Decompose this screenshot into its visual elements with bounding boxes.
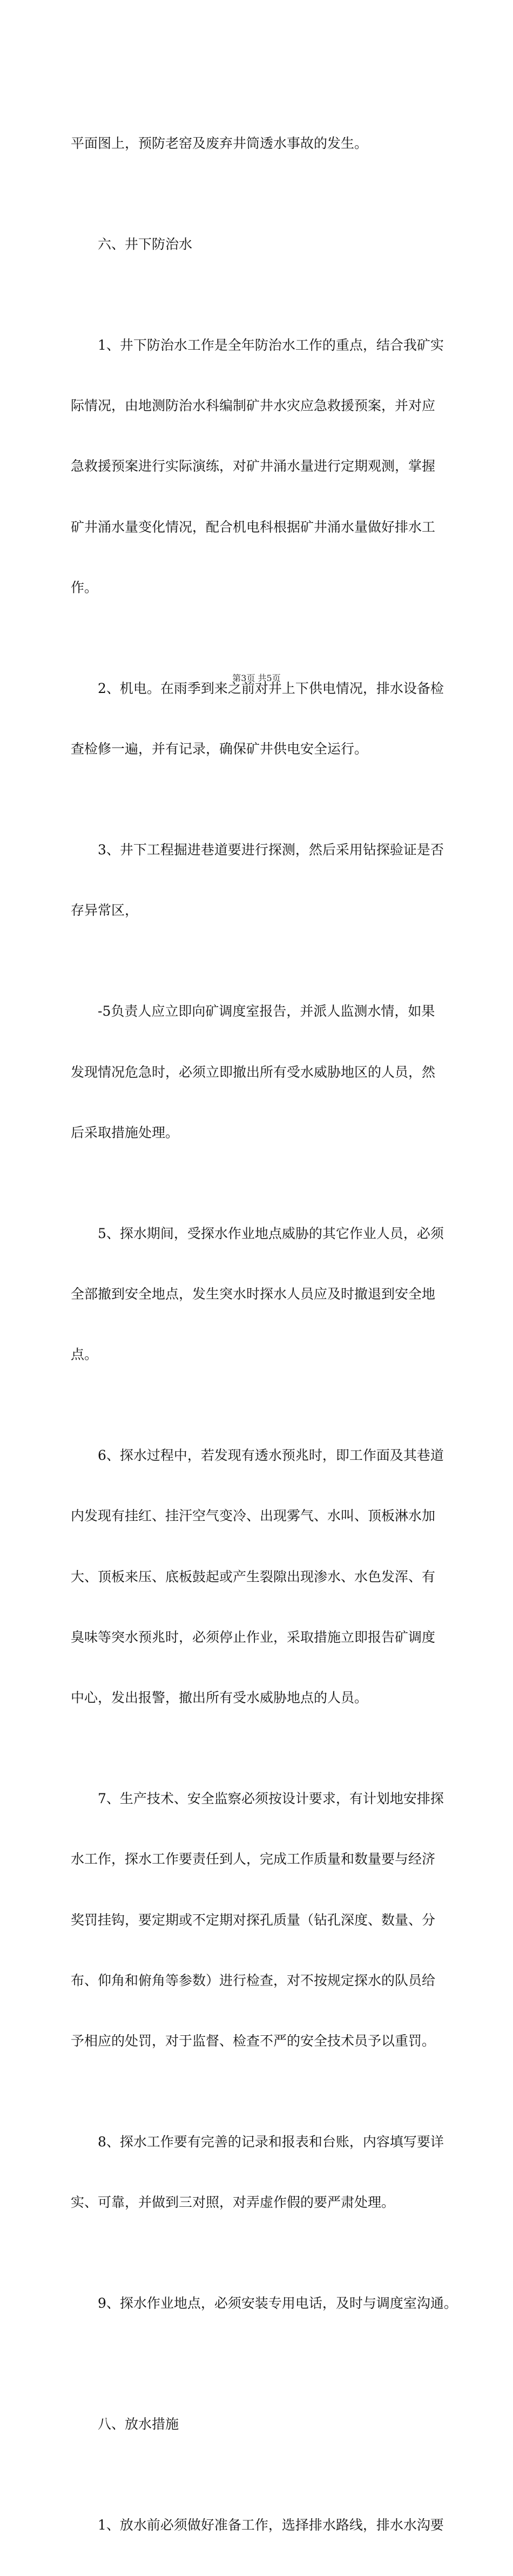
blank-line — [71, 2354, 460, 2374]
text-line: 内发现有挂红、挂汗空气变冷、出现雾气、水叫、顶板淋水加 — [71, 1508, 436, 1524]
text-line: 点。 — [71, 1347, 98, 1363]
paragraph-item-4 — [71, 961, 460, 1182]
text-line: 实、可靠，并做到三对照，对弄虚作假的要严肃处理。 — [71, 2194, 395, 2211]
paragraph-item-9 — [71, 2253, 460, 2354]
paragraph-item-2 — [71, 638, 460, 799]
text-line: 2、机电。在雨季到来之前对井上下供电情况，排水设备检 — [98, 680, 444, 696]
text-line: 奖罚挂钩，要定期或不定期对探孔质量（钻孔深度、数量、分 — [71, 1912, 436, 1928]
text-line: 平面图上，预防老窑及废弃井筒透水事故的发生。 — [71, 135, 368, 151]
paragraph-drainage-item-1 — [71, 2475, 460, 2576]
document-body — [71, 93, 460, 2576]
text-line: 大、顶板来压、底板鼓起或产生裂隙出现渗水、水色发浑、有 — [71, 1568, 436, 1585]
text-line: 发现情况危急时，必须立即撤出所有受水威胁地区的人员，然 — [71, 1064, 436, 1080]
text-line: 5、探水期间，受探水作业地点威胁的其它作业人员，必须 — [98, 1225, 444, 1241]
text-line: 际情况，由地测防治水科编制矿井水灾应急救援预案，并对应 — [71, 398, 436, 414]
section-heading-drainage-measures — [71, 2374, 460, 2475]
text-line: 8、探水工作要有完善的记录和报表和台账，内容填写要详 — [98, 2134, 444, 2150]
text-line: 矿井涌水量变化情况，配合机电科根据矿井涌水量做好排水工 — [71, 519, 436, 535]
text-line: -5负责人应立即向矿调度室报告，并派人监测水情，如果 — [98, 1003, 435, 1019]
text-line: 臭味等突水预兆时，必须停止作业，采取措施立即报告矿调度 — [71, 1629, 436, 1645]
section-heading-underground-water-control — [71, 194, 460, 295]
page-number-footer: 第3页 共5页 — [232, 673, 281, 683]
text-line: 存异常区， — [71, 902, 139, 919]
text-line: 9、探水作业地点，必须安装专用电话，及时与调度室沟通。 — [98, 2295, 457, 2312]
paragraph-0 — [71, 93, 460, 194]
text-line: 1、井下防治水工作是全年防治水工作的重点，结合我矿实 — [98, 337, 444, 353]
text-line: 7、生产技术、安全监察必须按设计要求，有计划地安排探 — [98, 1791, 444, 1807]
paragraph-item-8 — [71, 2091, 460, 2253]
paragraph-item-7 — [71, 1748, 460, 2091]
text-line: 查检修一遍，并有记录，确保矿井供电安全运行。 — [71, 741, 368, 757]
paragraph-item-3 — [71, 799, 460, 961]
text-line: 中心，发出报警，撤出所有受水威胁地点的人员。 — [71, 1690, 368, 1706]
text-line: 1、放水前必须做好准备工作，选择排水路线，排水水沟要 — [98, 2517, 444, 2533]
text-line: 急救援预案进行实际演练，对矿井涌水量进行定期观测，掌握 — [71, 458, 436, 474]
text-line: 予相应的处罚，对于监督、检查不严的安全技术员予以重罚。 — [71, 2033, 436, 2049]
text-line: 全部撤到安全地点，发生突水时探水人员应及时撤退到安全地 — [71, 1286, 436, 1302]
text-line: 六、井下防治水 — [98, 236, 193, 252]
text-line: 八、放水措施 — [98, 2416, 179, 2432]
text-line: 后采取措施处理。 — [71, 1124, 179, 1140]
text-line: 作。 — [71, 579, 98, 595]
text-line: 6、探水过程中，若发现有透水预兆时，即工作面及其巷道 — [98, 1447, 444, 1464]
paragraph-item-6 — [71, 1405, 460, 1748]
text-line: 水工作，探水工作要责任到人，完成工作质量和数量要与经济 — [71, 1851, 436, 1867]
text-line: 布、仰角和俯角等参数）进行检查，对不按规定探水的队员给 — [71, 1972, 436, 1988]
paragraph-item-1 — [71, 295, 460, 638]
text-line: 3、井下工程掘进巷道要进行探测，然后采用钻探验证是否 — [98, 842, 444, 858]
paragraph-item-5 — [71, 1183, 460, 1405]
